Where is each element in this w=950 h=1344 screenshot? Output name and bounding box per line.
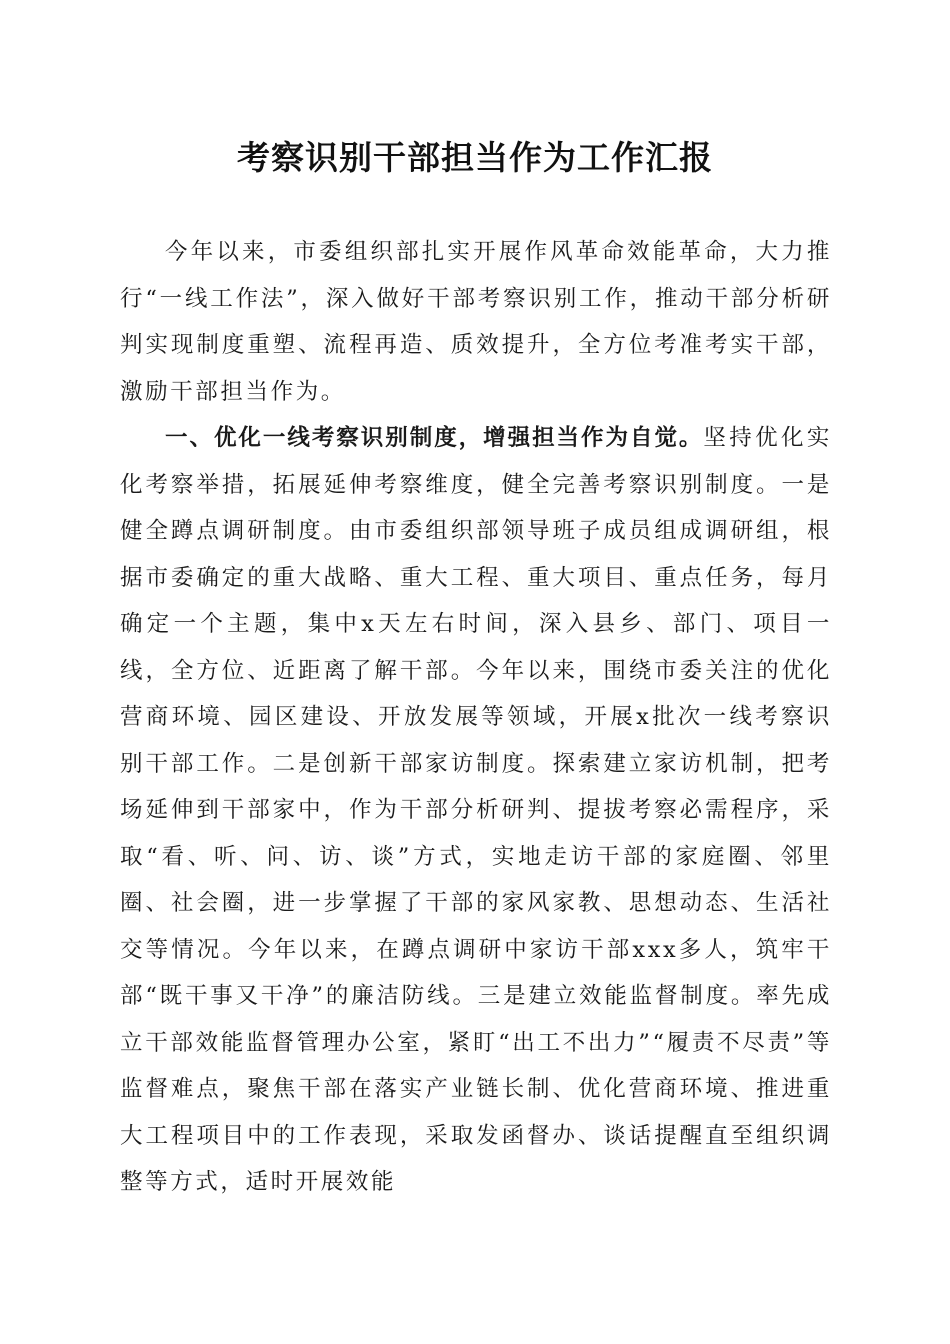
intro-paragraph: 今年以来，市委组织部扎实开展作风革命效能革命，大力推行“一线工作法”，深入做好干部考察识别工作，推动干部分析研判实现制度重塑、流程再造、质效提升，全方位考准考实干部，激励干部担当作为。	[120, 239, 832, 405]
document-title: 考察识别干部担当作为工作汇报	[237, 138, 713, 177]
section-1-body: 坚持优化实化考察举措，拓展延伸考察维度，健全完善考察识别制度。一是健全蹲点调研制度。由市委组织部领导班子成员组成调研组，根据市委确定的重大战略、重大工程、重大项目、重点任务，每月确定一个主题，集中x天左右时间，深入县乡、部门、项目一线，全方位、近距离了解干部。今年以来，围绕市委关注的优化营商环境、园区建设、开放发展等领域，开展x批次一线考察识别干部工作。二是创新干部家访制度。探索建立家访机制，把考场延伸到干部家中，作为干部分析研判、提拔考察必需程序，采取“看、听、问、访、谈”方式，实地走访干部的家庭圈、邻里圈、社会圈，进一步掌握了干部的家风家教、思想动态、生活社交等情况。今年以来，在蹲点调研中家访干部xxx多人，筑牢干部“既干事又干净”的廉洁防线。三是建立效能监督制度。率先成立干部效能监督管理办公室，紧盯“出工不出力”“履责不尽责”等监督难点，聚焦干部在落实产业链长制、优化营商环境、推进重大工程项目中的工作表现，采取发函督办、谈话提醒直至组织调整等方式，适时开展效能	[120, 425, 832, 1195]
document-body	[120, 229, 832, 1206]
section-1-heading: 一、优化一线考察识别制度，增强担当作为自觉。	[165, 425, 704, 451]
section-1-paragraph	[120, 415, 832, 1206]
